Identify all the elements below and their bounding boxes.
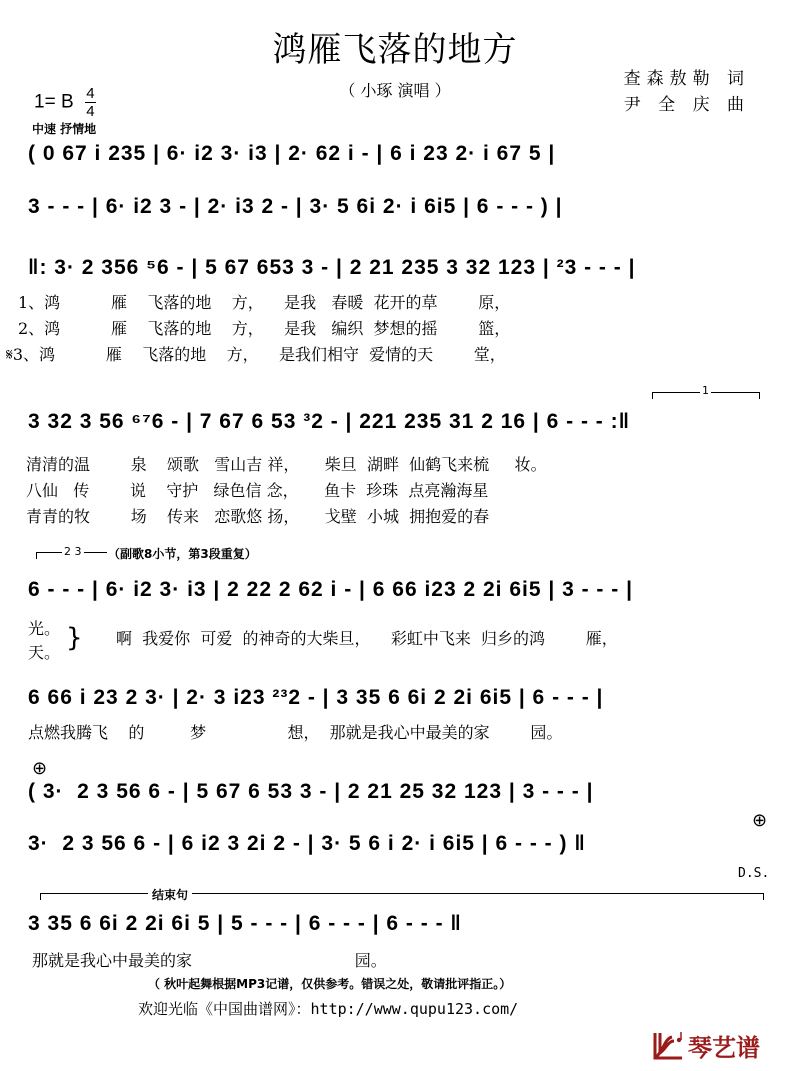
lyric-verse-2: 2、鸿 雁 飞落的地 方， 是我 编织 梦想的摇 篮， bbox=[18, 319, 511, 338]
score-line-8: 3· 2 3 56 6 - | 6 i2 3 2i 2 - | 3· 5 6 i 2· i 6i5 | 6 - - - ) ‖ bbox=[28, 832, 586, 855]
coda-icon-end: ⊕ bbox=[752, 810, 768, 831]
lyric-line5-b: 天。 bbox=[28, 643, 61, 662]
logo-text: 琴艺谱 bbox=[688, 1034, 760, 1062]
score-line-3: ‖: 3· 2 356 ⁵6 - | 5 67 653 3 - | 2 21 235 3 32 123 | ²3 - - - | bbox=[28, 256, 636, 279]
lyric-line4-verse-1: 清清的温 泉 颂歌 雪山吉 祥， 柴旦 湖畔 仙鹤飞来梳 妆。 bbox=[26, 455, 547, 474]
coda-icon: ⊕ bbox=[32, 758, 48, 779]
score-line-6: 6 66 i 23 2 3· | 2· 3 i23 ²³2 - | 3 35 6 6i 2 2i 6i5 | 6 - - - | bbox=[28, 686, 604, 709]
singer: （ 小琢 演唱 ） bbox=[339, 81, 451, 100]
tempo-marking: 中速 抒情地 bbox=[32, 122, 97, 136]
lyricist: 查森敖勒 词 bbox=[623, 69, 750, 89]
time-signature: $\frac{4}{4}$ bbox=[86, 85, 95, 120]
volta-1-label: 1 bbox=[702, 384, 709, 397]
lyric-line4-verse-3: 青青的牧 场 传来 恋歌悠 扬， 戈壁 小城 拥抱爱的春 bbox=[26, 507, 490, 526]
key-signature bbox=[34, 86, 96, 119]
ds-marking: D.S. bbox=[738, 866, 770, 881]
site-welcome: 欢迎光临《中国曲谱网》：http://www.qupu123.com/ bbox=[138, 1000, 519, 1018]
score-line-2: 3 - - - | 6· i2 3 - | 2· i3 2 - | 3· 5 6i 2· i 6i5 | 6 - - - ) | bbox=[28, 195, 563, 218]
score-line-1: ( 0 67 i 235 | 6· i2 3· i3 | 2· 62 i - | 6 i 23 2· i 67 5 | bbox=[28, 142, 556, 165]
lyric-line4-verse-2: 八仙 传 说 守护 绿色信 念， 鱼卡 珍珠 点亮瀚海星 bbox=[26, 481, 489, 500]
lyric-verse-1: 1、鸿 雁 飞落的地 方， 是我 春暖 花开的草 原， bbox=[18, 293, 511, 312]
score-line-9: 3 35 6 6i 2 2i 6i 5 | 5 - - - | 6 - - - | 6 - - - ‖ bbox=[28, 912, 462, 935]
key: 1= B bbox=[34, 91, 74, 113]
score-line-4: 3 32 3 56 ⁶⁷6 - | 7 67 6 53 ³2 - | 221 235 31 2 16 | 6 - - - :‖ bbox=[28, 410, 631, 433]
score-line-5: 6 - - - | 6· i2 3· i3 | 2 22 2 62 i - | 6 66 i23 2 2i 6i5 | 3 - - - | bbox=[28, 578, 633, 601]
ending-label: 结束句 bbox=[148, 886, 192, 903]
lyric-line6: 点燃我腾飞 的 梦 想， 那就是我心中最美的家 园。 bbox=[28, 723, 563, 742]
score-line-7: ( 3· 2 3 56 6 - | 5 67 6 53 3 - | 2 21 25 32 123 | 3 - - - | bbox=[28, 780, 594, 803]
lyric-brace: } bbox=[66, 623, 83, 653]
composer: 尹 全 庆 曲 bbox=[623, 95, 750, 115]
lyric-verse-3: 𝄋3、鸿 雁 飞落的地 方， 是我们相守 爱情的天 堂， bbox=[6, 345, 506, 364]
logo bbox=[652, 1028, 760, 1063]
lyric-chorus: 啊 我爱你 可爱 的神奇的大柴旦， 彩虹中飞来 归乡的鸿 雁， bbox=[116, 629, 618, 648]
lyric-line9: 那就是我心中最美的家 园。 bbox=[32, 951, 387, 970]
volta-2-label: 2 3 bbox=[64, 545, 82, 558]
lyric-line5-a: 光。 bbox=[28, 619, 61, 638]
transcriber-note: （ 秋叶起舞根据MP3记谱，仅供参考。错误之处，敬请批评指正。） bbox=[148, 977, 512, 991]
song-title: 鸿雁飞落的地方 bbox=[272, 30, 518, 70]
credits bbox=[624, 66, 750, 118]
chorus-note: （副歌8小节，第3段重复） bbox=[108, 547, 257, 561]
piano-logo-icon bbox=[652, 1031, 686, 1061]
